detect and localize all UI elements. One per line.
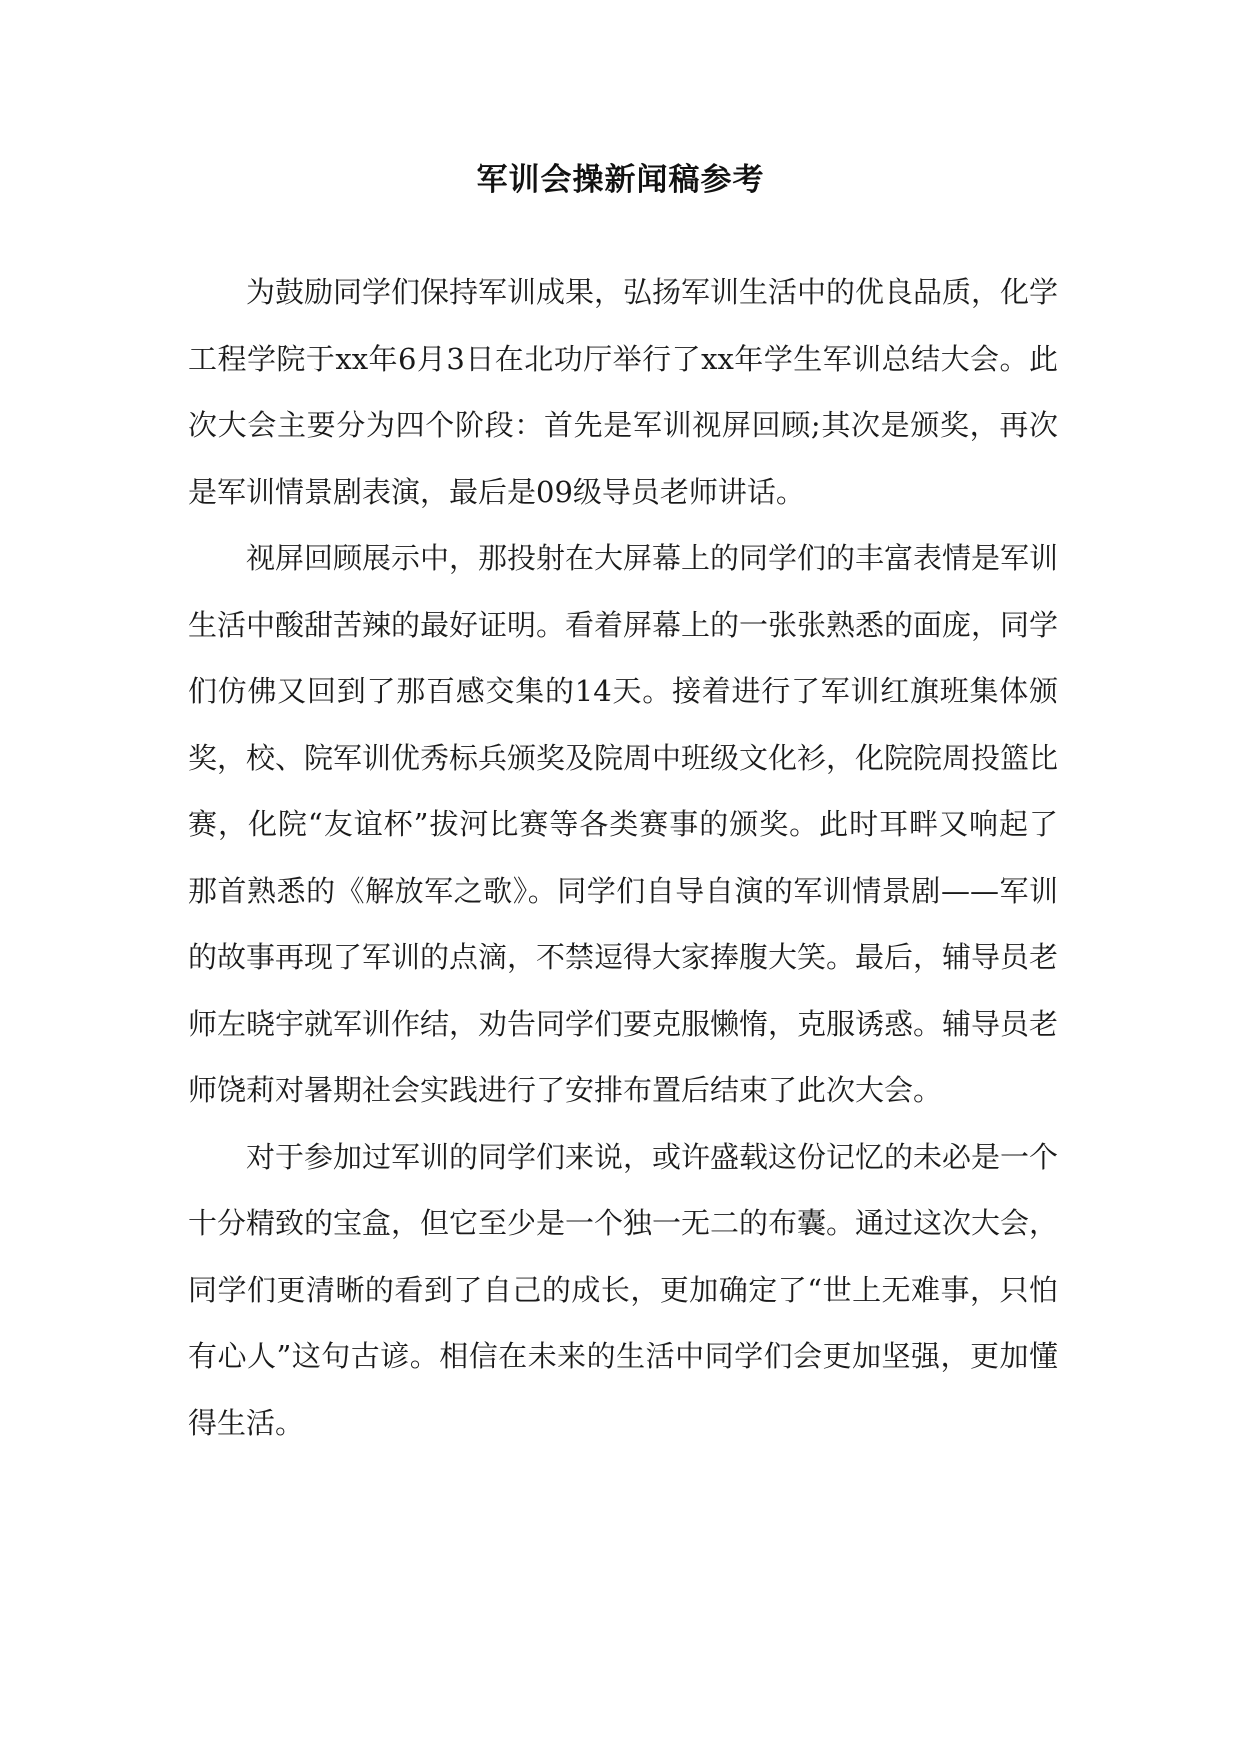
page-title: 军训会操新闻稿参考 bbox=[476, 162, 765, 198]
paragraph-conclusion: 对于参加过军训的同学们来说，或许盛载这份记忆的未必是一个十分精致的宝盒，但它至少是一个独一无二的布囊。通过这次大会，同学们更清晰的看到了自己的成长，更加确定了“世上无难事，只怕有心人”这句古谚。相信在未来的生活中同学们会更加坚强，更加懂得生活。 bbox=[188, 1139, 1059, 1440]
article-body bbox=[188, 259, 1058, 1456]
paragraph-intro: 为鼓励同学们保持军训成果，弘扬军训生活中的优良品质，化学工程学院于xx年6月3日在北功厅举行了xx年学生军训总结大会。此次大会主要分为四个阶段：首先是军训视屏回顾;其次是颁奖，再次是军训情景剧表演，最后是09级导员老师讲话。 bbox=[188, 275, 1059, 509]
paragraph-review: 视屏回顾展示中，那投射在大屏幕上的同学们的丰富表情是军训生活中酸甜苦辣的最好证明。看着屏幕上的一张张熟悉的面庞，同学们仿佛又回到了那百感交集的14天。接着进行了军训红旗班集体颁奖，校、院军训优秀标兵颁奖及院周中班级文化衫，化院院周投篮比赛，化院“友谊杯”拔河比赛等各类赛事的颁奖。此时耳畔又响起了那首熟悉的《解放军之歌》。同学们自导自演的军训情景剧——军训的故事再现了军训的点滴，不禁逗得大家捧腹大笑。最后，辅导员老师左晓宇就军训作结，劝告同学们要克服懒惰，克服诱惑。辅导员老师饶莉对暑期社会实践进行了安排布置后结束了此次大会。 bbox=[188, 541, 1059, 1107]
